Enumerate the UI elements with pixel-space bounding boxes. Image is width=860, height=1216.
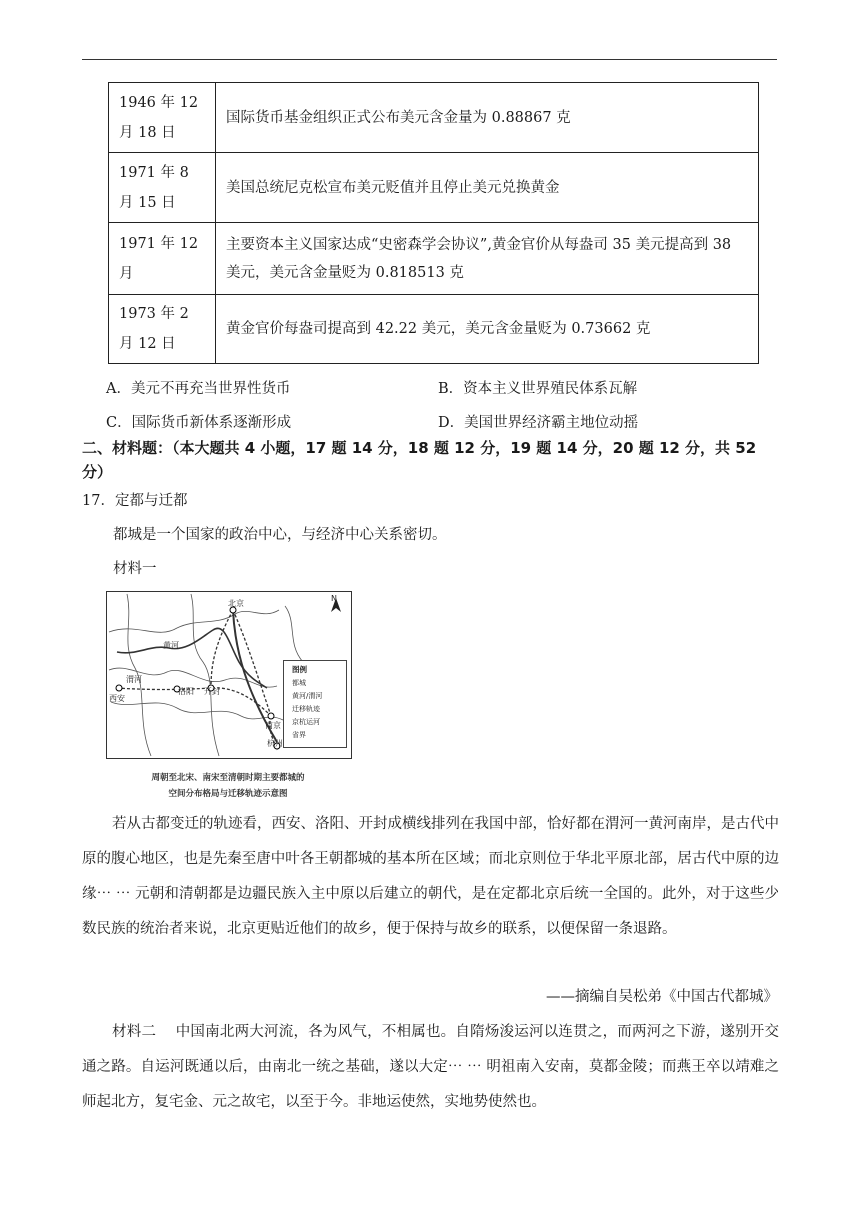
legend-item: 黄河/渭河 (292, 692, 323, 700)
map-label-beijing: 北京 (228, 599, 244, 608)
table-row (109, 153, 759, 223)
date-cell: 1971 年 8 月 15 日 (109, 153, 216, 223)
event-cell: 黄金官价每盎司提高到 42.22 美元，美元含金量贬为 0.73662 克 (216, 295, 759, 364)
material-one-source: ——摘编自吴松弟《中国古代都城》 (546, 989, 778, 1005)
table-row (109, 83, 759, 153)
event-cell: 美国总统尼克松宣布美元贬值并且停止美元兑换黄金 (216, 153, 759, 223)
map-label-xian: 西安 (109, 694, 125, 703)
map-label-huanghe: 黄河 (163, 641, 179, 650)
date-cell: 1946 年 12 月 18 日 (109, 83, 216, 153)
north-arrow-icon: N (331, 594, 337, 603)
map-label-weihe: 渭河 (126, 675, 142, 684)
legend-item: 省界 (292, 731, 306, 739)
capital-migration-map (106, 591, 352, 759)
option-a[interactable]: A．美元不再充当世界性货币 (106, 381, 291, 397)
question-title: 17．定都与迁都 (82, 493, 188, 509)
option-b[interactable]: B．资本主义世界殖民体系瓦解 (438, 381, 638, 397)
material-two-text: 材料二 中国南北两大河流，各为风气，不相属也。自隋炀浚运河以连贯之，而两河之下游，遂别开交通之路。自运河既通以后，由南北一统之基础，遂以大定⋯ ⋯ 明祖南入安南，莫都金陵；而燕王卒以靖难之师起北方，复宅金、元之故宅，以至于今。非地运使然，实地势使然也。 (82, 1024, 779, 1110)
material-one-label: 材料一 (113, 561, 157, 577)
table-row (109, 223, 759, 295)
date-cell: 1971 年 12 月 (109, 223, 216, 295)
legend-item: 都城 (292, 679, 306, 687)
legend-item: 京杭运河 (292, 718, 320, 726)
header-rule (82, 59, 777, 60)
timeline-table (108, 82, 759, 364)
map-caption-line: 空间分布格局与迁移轨迹示意图 (168, 789, 288, 799)
date-cell: 1973 年 2 月 12 日 (109, 295, 216, 364)
map-legend (283, 660, 347, 748)
event-cell: 主要资本主义国家达成“史密森学会协议”,黄金官价从每盎司 35 美元提高到 38 美元，美元含金量贬为 0.818513 克 (216, 223, 759, 295)
map-label-luoyang: 洛阳 (178, 687, 194, 696)
event-cell: 国际货币基金组织正式公布美元含金量为 0.88867 克 (216, 83, 759, 153)
question-intro: 都城是一个国家的政治中心，与经济中心关系密切。 (113, 527, 447, 543)
map-label-hangzhou: 杭州 (267, 739, 283, 748)
map-caption-line: 周朝至北宋、南宋至清朝时期主要都城的 (151, 773, 305, 783)
table-row (109, 295, 759, 364)
material-one-text: 若从古都变迁的轨迹看，西安、洛阳、开封成横线排列在我国中部，恰好都在渭河一黄河南岸，是古代中原的腹心地区，也是先秦至唐中叶各王朝都城的基本所在区域；而北京则位于华北平原北部，居古代中原的边缘⋯ ⋯ 元朝和清朝都是边疆民族入主中原以后建立的朝代，是在定都北京后统一全国的。此外，对于这些少数民族的统治者来说，北京更贴近他们的故乡，便于保持与故乡的联系，以便保留一条退路。 (82, 816, 779, 937)
map-caption (106, 770, 350, 802)
legend-item: 迁移轨迹 (292, 705, 320, 713)
legend-title: 图例 (292, 665, 307, 674)
section-title: 二、材料题：（本大题共 4 小题，17 题 14 分，18 题 12 分，19 题 14 分，20 题 12 分，共 52 分） (82, 439, 757, 481)
option-c[interactable]: C．国际货币新体系逐渐形成 (106, 415, 292, 431)
map-label-nanjing: 南京 (265, 721, 281, 730)
option-d[interactable]: D．美国世界经济霸主地位动摇 (438, 415, 639, 431)
map-label-kaifeng: 开封 (204, 687, 220, 696)
